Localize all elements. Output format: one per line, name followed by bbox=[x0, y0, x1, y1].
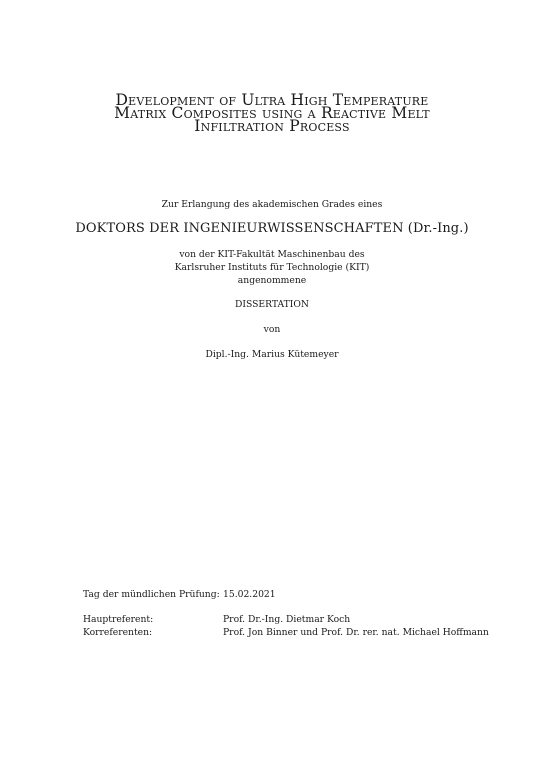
document-type: DISSERTATION bbox=[235, 299, 309, 310]
exam-date-label: Tag der mündlichen Prüfung: bbox=[83, 589, 220, 600]
title-line-1: Development of Ultra High Temperature bbox=[115, 91, 429, 109]
von-label: von bbox=[263, 324, 281, 335]
faculty-line-3: angenommene bbox=[237, 275, 307, 286]
co-referees-value: Prof. Jon Binner und Prof. Dr. rer. nat. Michael Hoffmann bbox=[223, 627, 489, 638]
degree-name: DOKTORS DER INGENIEURWISSENSCHAFTEN (Dr.-Ing.) bbox=[75, 221, 469, 236]
exam-date-value: 15.02.2021 bbox=[223, 589, 276, 600]
title-line-2: Matrix Composites using a Reactive Melt bbox=[114, 104, 430, 122]
co-referees-label: Korreferenten: bbox=[83, 627, 153, 638]
faculty-line-1: von der KIT-Fakultät Maschinenbau des bbox=[179, 249, 365, 260]
faculty-line-2: Karlsruher Instituts für Technologie (KIT) bbox=[174, 262, 370, 273]
dissertation-title bbox=[0, 91, 544, 135]
title-line-3: Infiltration Process bbox=[194, 117, 350, 135]
degree-purpose: Zur Erlangung des akademischen Grades eines bbox=[161, 199, 383, 210]
main-referee-label: Hauptreferent: bbox=[83, 614, 154, 625]
author-name: Dipl.-Ing. Marius Kütemeyer bbox=[205, 349, 339, 360]
main-referee-value: Prof. Dr.-Ing. Dietmar Koch bbox=[223, 614, 351, 625]
